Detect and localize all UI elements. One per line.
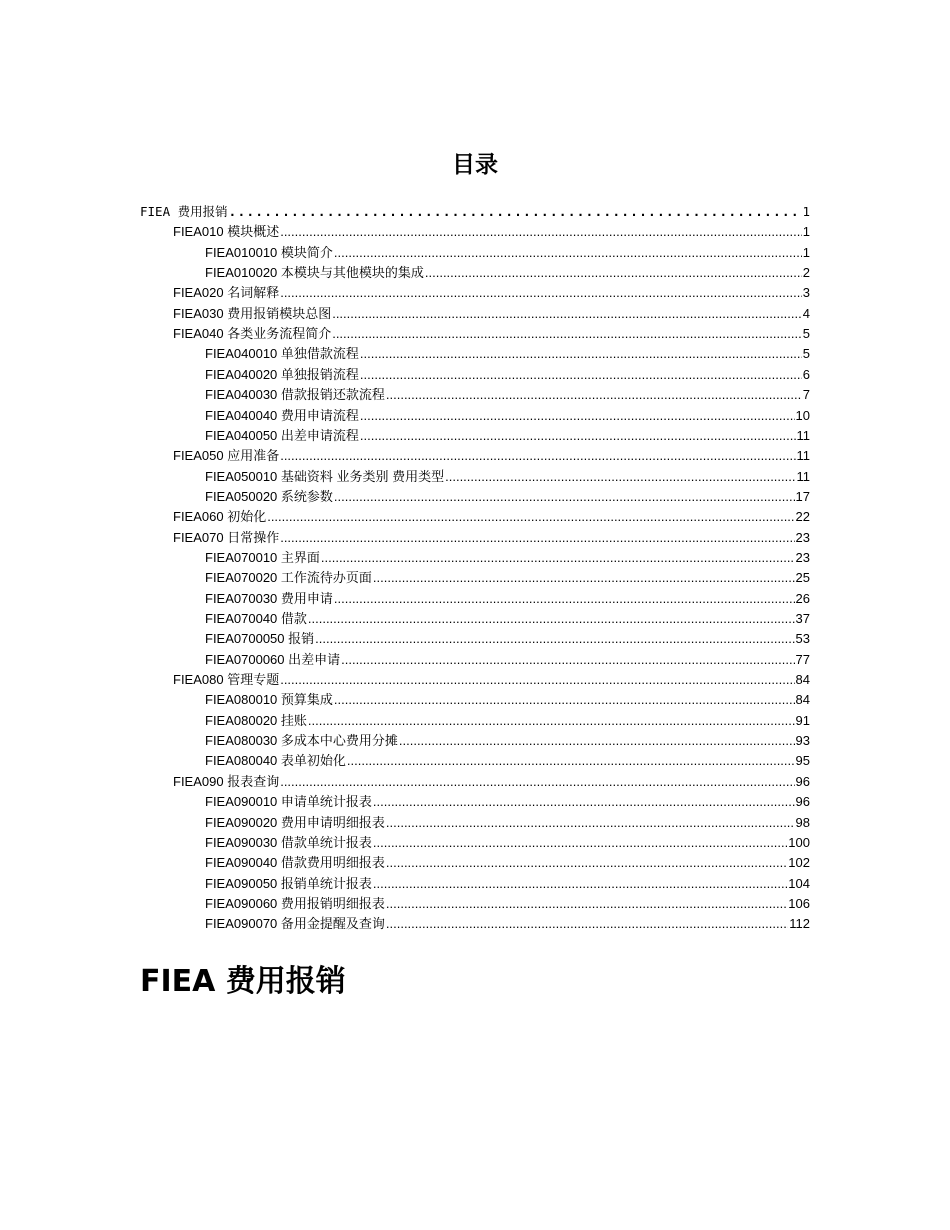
toc-entry-page: 23: [795, 529, 810, 545]
toc-entry-label: FIEA080020 挂账: [205, 712, 307, 728]
toc-entry-label: FIEA070 日常操作: [173, 529, 280, 545]
toc-leader-dots: [280, 672, 794, 688]
toc-entry-label: FIEA070030 费用申请: [205, 590, 333, 606]
toc-entry[interactable]: [205, 709, 810, 729]
toc-entry-label: FIEA070020 工作流待办页面: [205, 570, 372, 586]
toc-entry-label: FIEA090030 借款单统计报表: [205, 834, 372, 850]
toc-entry[interactable]: [205, 607, 810, 627]
toc-entry-page: 102: [788, 855, 810, 871]
toc-leader-dots: [347, 753, 795, 769]
toc-entry-page: 93: [795, 733, 810, 749]
toc-leader-dots: [280, 774, 794, 790]
toc-entry[interactable]: [205, 587, 810, 607]
toc-entry[interactable]: [205, 872, 810, 892]
toc-entry-label: FIEA090040 借款费用明细报表: [205, 855, 385, 871]
toc-leader-dots: [280, 285, 802, 301]
toc-entry-label: FIEA0700050 报销: [205, 631, 315, 647]
toc-entry[interactable]: [205, 811, 810, 831]
toc-leader-dots: [360, 408, 795, 424]
toc-entry-page: 95: [795, 753, 810, 769]
toc-entry-page: 53: [795, 631, 810, 647]
toc-entry-page: 4: [802, 305, 810, 321]
toc-entry-label: FIEA090060 费用报销明细报表: [205, 895, 385, 911]
toc-entry-page: 100: [788, 834, 810, 850]
toc-entry-page: 96: [795, 773, 810, 789]
toc-entry-page: 84: [795, 692, 810, 708]
toc-entry-page: 37: [795, 611, 810, 626]
toc-leader-dots: [445, 469, 795, 485]
toc-entry[interactable]: [173, 220, 810, 240]
toc-entry[interactable]: [205, 627, 810, 647]
toc-entry-page: 26: [795, 590, 810, 606]
toc-entry-label: FIEA080 管理专题: [173, 672, 280, 688]
toc-entry-page: 1: [802, 244, 810, 260]
toc-entry[interactable]: [205, 648, 810, 668]
toc-entry-page: 5: [802, 346, 810, 362]
toc-entry-page: 77: [795, 651, 810, 667]
toc-entry-label: FIEA010010 模块简介: [205, 244, 333, 260]
toc-entry-page: 1: [802, 204, 810, 219]
toc-leader-dots: [280, 448, 795, 464]
toc-leader-dots: [386, 387, 802, 403]
toc-leader-dots: [332, 326, 802, 342]
toc-leader-dots: [373, 794, 795, 810]
toc-leader-dots: [332, 306, 802, 322]
toc-entry-label: FIEA0700060 出差申请: [205, 651, 341, 667]
toc-entry-label: FIEA050010 基础资料 业务类别 费用类型: [205, 468, 445, 484]
toc-leader-dots: [334, 245, 802, 261]
toc-leader-dots: [373, 570, 795, 586]
toc-leader-dots: [321, 550, 795, 566]
toc-leader-dots: [373, 835, 787, 851]
toc-entry-page: 17: [795, 488, 810, 504]
toc-entry-label: FIEA040 各类业务流程简介: [173, 326, 332, 342]
toc-entry-page: 96: [795, 794, 810, 810]
toc-entry[interactable]: [173, 302, 810, 322]
toc-entry[interactable]: [205, 912, 810, 932]
toc-leader-dots: [280, 530, 794, 546]
toc-entry-label: FIEA040030 借款报销还款流程: [205, 387, 385, 403]
toc-entry-page: 112: [789, 916, 810, 932]
toc-entry-page: 11: [796, 448, 810, 464]
toc-leader-dots: [334, 591, 795, 607]
toc-entry-label: FIEA070010 主界面: [205, 549, 320, 565]
toc-entry[interactable]: [205, 383, 810, 403]
toc-entry[interactable]: [173, 322, 810, 342]
toc-entry-label: FIEA090050 报销单统计报表: [205, 875, 372, 891]
toc-entry-label: FIEA090 报表查询: [173, 773, 280, 789]
toc-entry[interactable]: [205, 404, 810, 424]
toc-entry-label: FIEA010020 本模块与其他模块的集成: [205, 265, 424, 281]
toc-entry-page: 106: [788, 895, 810, 911]
toc-entry-page: 25: [795, 570, 810, 586]
toc-entry-page: 11: [796, 468, 810, 484]
toc-entry-page: 91: [795, 712, 810, 728]
toc-leader-dots: [308, 611, 795, 627]
toc-leader-dots: [386, 815, 795, 831]
section-heading: FIEA 费用报销: [140, 964, 346, 999]
toc-entry-label: FIEA090010 申请单统计报表: [205, 794, 372, 810]
toc-entry-label: FIEA050 应用准备: [173, 448, 280, 464]
toc-entry-page: 84: [795, 672, 810, 688]
toc-entry[interactable]: [205, 851, 810, 871]
toc-entry[interactable]: [173, 668, 810, 688]
toc-entry[interactable]: [205, 566, 810, 586]
toc-entry-page: 3: [802, 285, 810, 301]
toc-entry-label: FIEA030 费用报销模块总图: [173, 305, 332, 321]
toc-entry-page: 23: [795, 549, 810, 565]
toc-entry-label: FIEA 费用报销: [140, 204, 228, 219]
toc-leader-dots: [386, 855, 787, 871]
toc-entry-label: FIEA080030 多成本中心费用分摊: [205, 733, 398, 749]
toc-entry-label: FIEA070040 借款: [205, 611, 307, 626]
toc-entry-page: 104: [788, 875, 810, 891]
toc-entry[interactable]: [205, 790, 810, 810]
toc-entry[interactable]: [205, 892, 810, 912]
toc-entry-page: 22: [795, 509, 810, 525]
toc-entry-page: 98: [795, 814, 810, 830]
toc-leader-dots: [360, 346, 802, 362]
toc-entry-label: FIEA040020 单独报销流程: [205, 366, 359, 382]
toc-entry[interactable]: [205, 363, 810, 383]
toc-leader-dots: [267, 509, 794, 525]
toc-entry[interactable]: [140, 200, 810, 220]
toc-entry[interactable]: [205, 424, 810, 444]
toc-entry[interactable]: [173, 526, 810, 546]
toc-leader-dots: [373, 876, 787, 892]
toc-title: 目录: [452, 152, 498, 178]
toc-entry[interactable]: [205, 749, 810, 769]
toc-entry-page: 10: [795, 407, 810, 423]
toc-entry-page: 6: [802, 366, 810, 382]
toc-leader-dots: [386, 916, 788, 932]
toc-entry[interactable]: [205, 485, 810, 505]
toc-entry-page: 1: [802, 224, 810, 240]
toc-entry-label: FIEA010 模块概述: [173, 224, 280, 240]
toc-leader-dots: [315, 631, 794, 647]
toc-entry-page: 2: [802, 265, 810, 281]
toc-leader-dots: [425, 265, 802, 281]
toc-leader-dots: [360, 367, 802, 383]
toc-leader-dots: [308, 713, 795, 729]
toc-entry[interactable]: [173, 770, 810, 790]
toc-entry[interactable]: [205, 546, 810, 566]
toc-entry[interactable]: [173, 281, 810, 301]
toc-entry-page: 7: [802, 387, 810, 403]
toc-entry-label: FIEA040040 费用申请流程: [205, 407, 359, 423]
toc-entry[interactable]: [205, 688, 810, 708]
toc-entry[interactable]: [205, 465, 810, 485]
toc-entry-label: FIEA080010 预算集成: [205, 692, 333, 708]
toc-entry-label: FIEA040050 出差申请流程: [205, 427, 359, 443]
toc-entry[interactable]: [205, 241, 810, 261]
toc-entry[interactable]: [205, 729, 810, 749]
toc-leader-dots: [280, 224, 802, 240]
toc-entry-label: FIEA090020 费用申请明细报表: [205, 814, 385, 830]
toc-leader-dots: [334, 489, 795, 505]
toc-entry-label: FIEA080040 表单初始化: [205, 753, 346, 769]
toc-leader-dots: [341, 652, 794, 668]
toc-leader-dots: [360, 428, 796, 444]
toc-entry-page: 5: [802, 326, 810, 342]
toc-leader-dots: [334, 692, 795, 708]
toc-entry[interactable]: [205, 831, 810, 851]
toc-entry-label: FIEA050020 系统参数: [205, 488, 333, 504]
toc-entry-label: FIEA040010 单独借款流程: [205, 346, 359, 362]
toc-entry[interactable]: [205, 261, 810, 281]
toc-entry[interactable]: [173, 444, 810, 464]
toc-leader-dots: [386, 896, 787, 912]
toc-entry-label: FIEA020 名词解释: [173, 285, 280, 301]
toc-entry[interactable]: [205, 342, 810, 362]
toc-entry-label: FIEA090070 备用金提醒及查询: [205, 916, 385, 932]
toc-entry[interactable]: [173, 505, 810, 525]
toc-entry-page: 11: [796, 427, 810, 443]
toc-leader-dots: [229, 204, 802, 220]
toc-leader-dots: [399, 733, 795, 749]
toc-entry-label: FIEA060 初始化: [173, 509, 267, 525]
